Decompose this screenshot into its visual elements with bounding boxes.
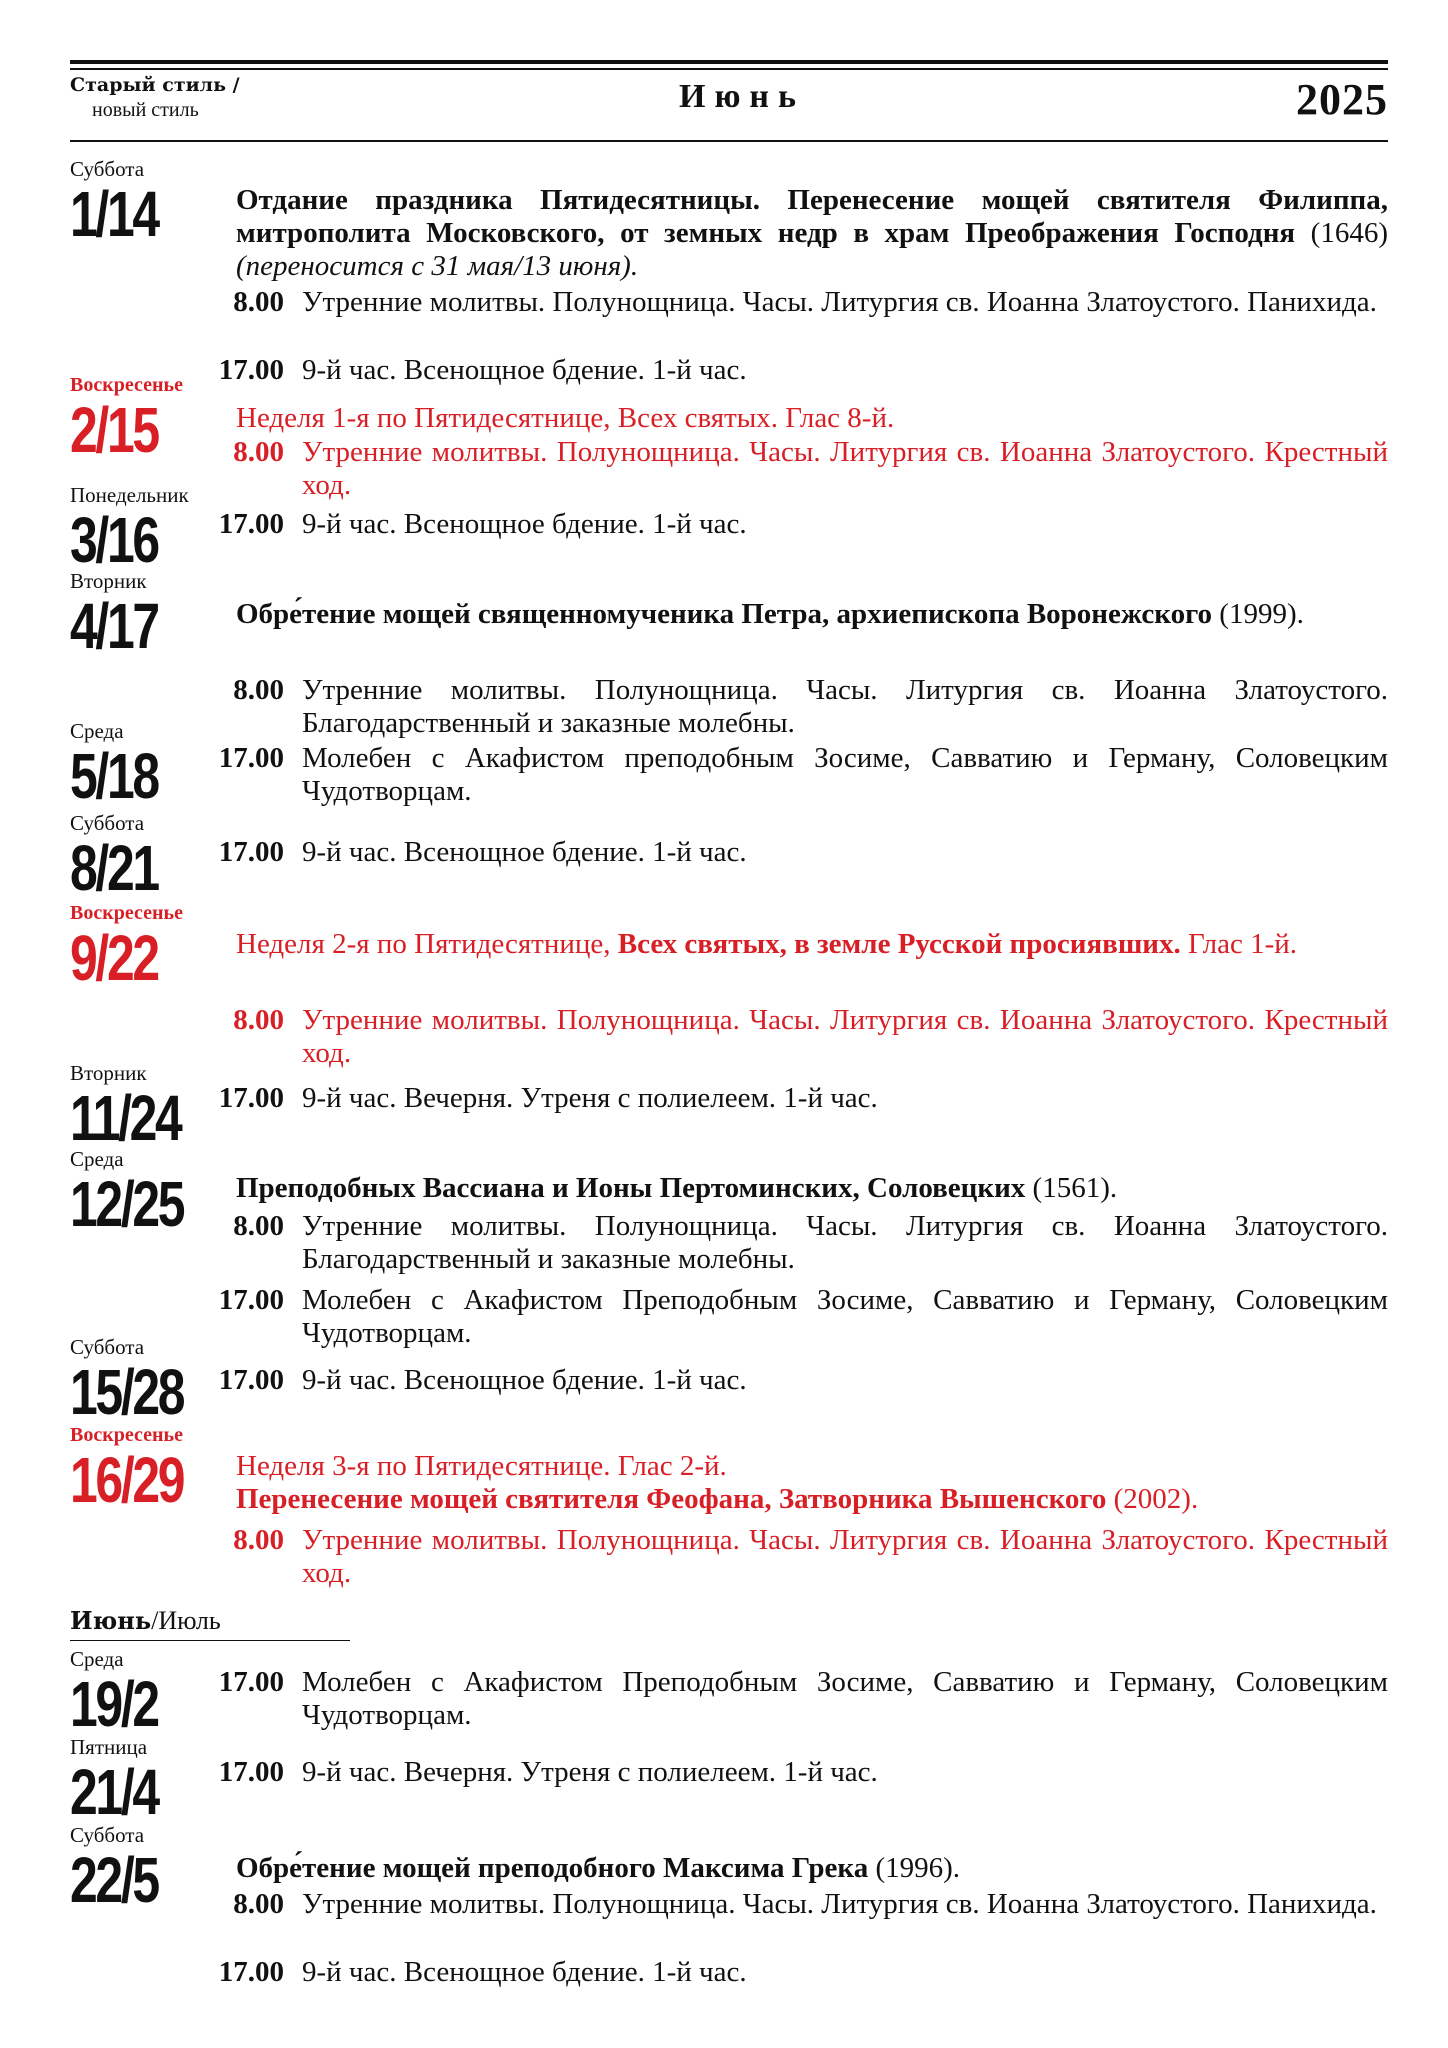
day-number: 15/28 <box>70 1356 184 1428</box>
service-description: Утренние молитвы. Полунощница. Часы. Литургия св. Иоанна Златоустого. Благодарственный и заказные молебны. <box>302 1210 1388 1275</box>
day-name: Суббота <box>70 157 145 181</box>
day-name: Среда <box>70 719 124 743</box>
day-name: Пятница <box>70 1735 148 1759</box>
service-time: 8.00 <box>233 674 284 706</box>
service-time: 17.00 <box>218 354 284 386</box>
feast-title: Обре́тение мощей преподобного Максима Грека <box>236 1852 869 1884</box>
day-number: 19/2 <box>70 1668 158 1740</box>
day-number: 1/14 <box>70 178 158 250</box>
service-time: 8.00 <box>233 1210 284 1242</box>
day-name: Суббота <box>70 1823 145 1847</box>
feast-year: (2002). <box>1106 1483 1199 1515</box>
day-name: Воскресенье <box>70 374 183 396</box>
style-new-label: новый стиль <box>92 99 199 121</box>
service-time: 8.00 <box>233 286 284 318</box>
service-description: 9-й час. Всенощное бдение. 1-й час. <box>302 1364 747 1396</box>
year-title: 2025 <box>1296 75 1388 124</box>
service-time: 17.00 <box>218 836 284 868</box>
feast-title: Отдание праздника Пятидесятницы. Перенесение мощей святителя Филиппа, митрополита Московского, от земных недр в храм Преображения Господня <box>236 184 1388 249</box>
service-description: Утренние молитвы. Полунощница. Часы. Литургия св. Иоанна Златоустого. Крестный ход. <box>302 436 1388 501</box>
service-time: 8.00 <box>233 1888 284 1920</box>
service-time: 17.00 <box>218 508 284 540</box>
month-title: Июнь <box>679 78 805 115</box>
day-number: 16/29 <box>70 1444 184 1516</box>
feast-text: Неделя 1-я по Пятидесятнице, Всех святых. Глас 8-й. <box>236 402 895 434</box>
feast-suffix: Глас 1-й. <box>1180 928 1297 960</box>
feast-year: (1646) <box>1295 217 1388 249</box>
feast-text <box>236 1450 1388 1516</box>
calendar-page <box>70 60 1388 2020</box>
feast-text <box>236 1852 1388 1885</box>
day-name: Среда <box>70 1147 124 1171</box>
day-name: Воскресенье <box>70 902 183 924</box>
service-description: 9-й час. Вечерня. Утреня с полиелеем. 1-й час. <box>302 1082 878 1114</box>
feast-note: (переносится с 31 мая/13 июня). <box>236 250 639 282</box>
day-number: 11/24 <box>70 1082 181 1154</box>
service-time: 8.00 <box>233 436 284 468</box>
feast-title: Перенесение мощей святителя Феофана, Затворника Вышенского <box>236 1483 1107 1515</box>
header-rule-top-thin <box>70 68 1388 70</box>
day-number: 4/17 <box>70 590 158 662</box>
day-number: 22/5 <box>70 1844 158 1916</box>
service-description: Утренние молитвы. Полунощница. Часы. Литургия св. Иоанна Златоустого. Панихида. <box>302 286 1377 318</box>
day-number: 12/25 <box>70 1168 184 1240</box>
day-number: 8/21 <box>70 832 158 904</box>
feast-title: Преподобных Вассиана и Ионы Пертоминских, Соловецких <box>236 1172 1026 1204</box>
feast-text <box>236 1172 1388 1205</box>
feast-year: (1561). <box>1025 1172 1118 1204</box>
day-name: Воскресенье <box>70 1424 183 1446</box>
service-description: Молебен с Акафистом Преподобным Зосиме, Савватию и Герману, Соловецким Чудотворцам. <box>302 1284 1388 1349</box>
day-name: Суббота <box>70 811 145 835</box>
feast-title: Обре́тение мощей священномученика Петра, архиепископа Воронежского <box>236 598 1213 630</box>
service-time: 8.00 <box>233 1524 284 1556</box>
feast-text <box>236 184 1388 283</box>
feast-line: Неделя 3-я по Пятидесятнице. Глас 2-й. <box>236 1450 727 1482</box>
service-time: 8.00 <box>233 1004 284 1036</box>
service-description: Утренние молитвы. Полунощница. Часы. Литургия св. Иоанна Златоустого. Крестный ход. <box>302 1004 1388 1069</box>
day-number: 9/22 <box>70 922 158 994</box>
month-june: Июнь <box>70 1606 152 1635</box>
day-number: 5/18 <box>70 740 158 812</box>
month-july: /Июль <box>151 1606 221 1635</box>
feast-year: (1996). <box>868 1852 961 1884</box>
service-time: 17.00 <box>218 742 284 774</box>
service-description: 9-й час. Всенощное бдение. 1-й час. <box>302 508 747 540</box>
service-description: Утренние молитвы. Полунощница. Часы. Литургия св. Иоанна Златоустого. Панихида. <box>302 1888 1377 1920</box>
day-number: 2/15 <box>70 394 158 466</box>
day-name: Среда <box>70 1647 124 1671</box>
day-number: 21/4 <box>70 1756 158 1828</box>
service-description: 9-й час. Вечерня. Утреня с полиелеем. 1-й час. <box>302 1756 878 1788</box>
day-name: Суббота <box>70 1335 145 1359</box>
header-rule-top <box>70 60 1388 64</box>
service-description: 9-й час. Всенощное бдение. 1-й час. <box>302 354 747 386</box>
service-description: Утренние молитвы. Полунощница. Часы. Литургия св. Иоанна Златоустого. Благодарственный и заказные молебны. <box>302 674 1388 739</box>
service-description: Молебен с Акафистом преподобным Зосиме, Савватию и Герману, Соловецким Чудотворцам. <box>302 742 1388 807</box>
service-time: 17.00 <box>218 1756 284 1788</box>
day-name: Вторник <box>70 1061 147 1085</box>
day-name: Понедельник <box>70 483 189 507</box>
day-name: Вторник <box>70 569 147 593</box>
service-time: 17.00 <box>218 1666 284 1698</box>
day-number: 3/16 <box>70 504 158 576</box>
service-description: 9-й час. Всенощное бдение. 1-й час. <box>302 836 747 868</box>
service-time: 17.00 <box>218 1284 284 1316</box>
service-description: Молебен с Акафистом Преподобным Зосиме, Савватию и Герману, Соловецким Чудотворцам. <box>302 1666 1388 1731</box>
service-description: Утренние молитвы. Полунощница. Часы. Литургия св. Иоанна Златоустого. Крестный ход. <box>302 1524 1388 1589</box>
service-description: 9-й час. Всенощное бдение. 1-й час. <box>302 1956 747 1988</box>
service-time: 17.00 <box>218 1956 284 1988</box>
page-header <box>70 60 1388 146</box>
service-time: 17.00 <box>218 1082 284 1114</box>
feast-prefix: Неделя 2-я по Пятидесятнице, <box>236 928 618 960</box>
feast-text <box>236 928 1388 961</box>
feast-title: Всех святых, в земле Русской просиявших. <box>617 928 1181 960</box>
style-old-label: Старый стиль / <box>70 74 240 96</box>
header-rule-bottom <box>70 140 1388 142</box>
service-time: 17.00 <box>218 1364 284 1396</box>
month-separator-rule <box>70 1640 350 1641</box>
feast-text <box>236 598 1388 631</box>
feast-year: (1999). <box>1212 598 1304 630</box>
month-separator <box>70 1606 221 1636</box>
